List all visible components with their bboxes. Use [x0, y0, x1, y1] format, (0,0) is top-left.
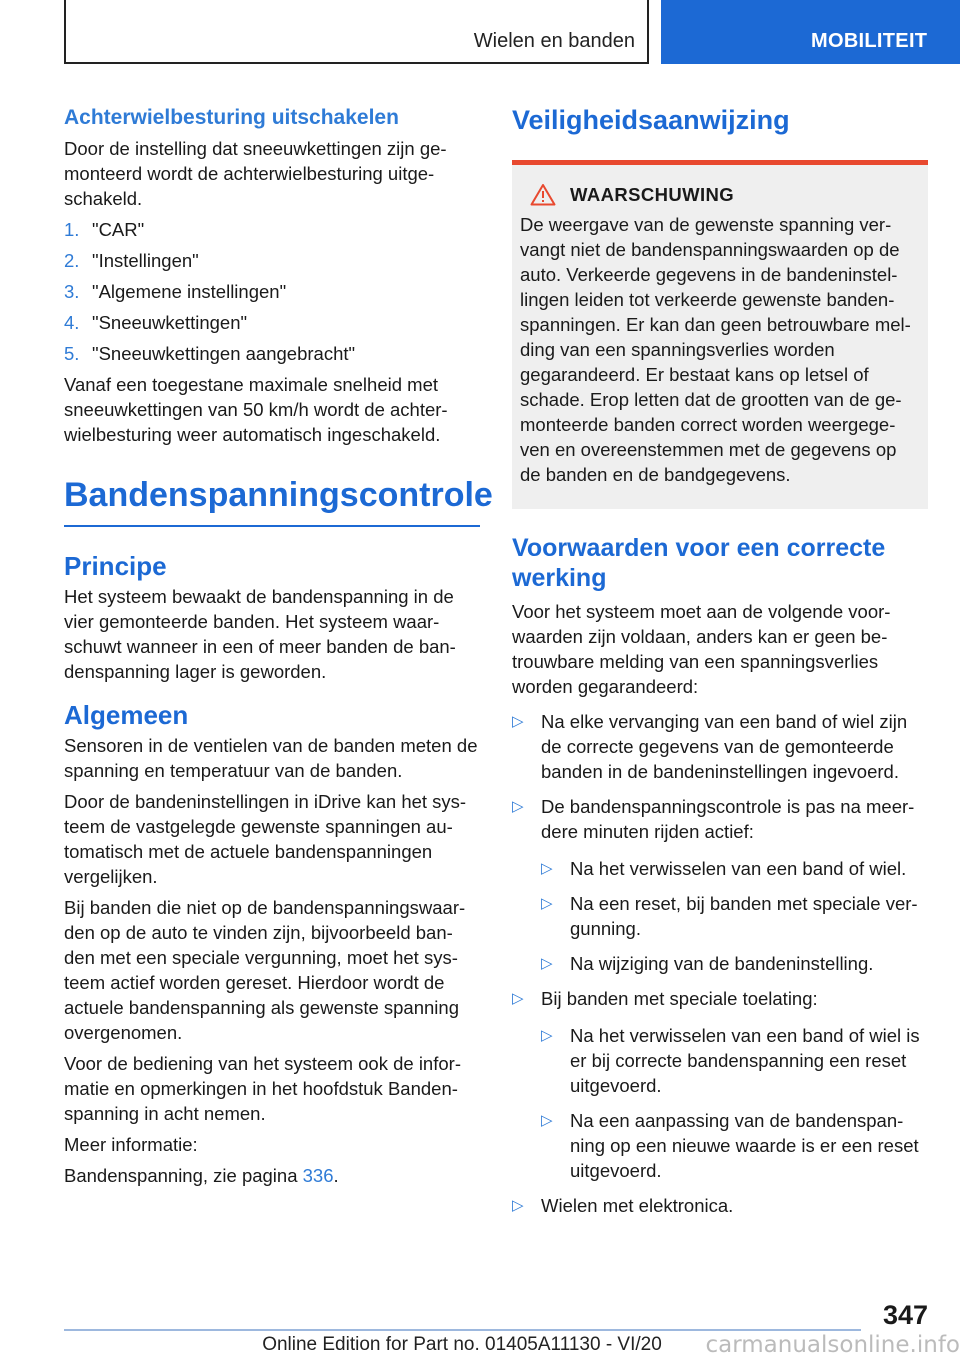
paragraph-reset: Bij banden die niet op de bandenspanningswaar-den op de auto te vinden zijn, bijvoorbeeld ban-den met een speciale vergunning, moet het sys-teem actief worden gereset. Hierdoor wordt de actuele bandenspanning als gewenste spanning overgenomen. [64, 897, 466, 1043]
paragraph-conditions: Voor het systeem moet aan de volgende voor-waarden zijn voldaan, anders kan er geen be-trouwbare melding van een spanningsverlies worden gegarandeerd: [512, 601, 891, 697]
bullet-icon: ▷ [541, 1027, 553, 1044]
warning-text: De weergave van de gewenste spanning ver-vangt niet de bandenspanningswaarden op de auto. Verkeerde gegevens in de bandeninstel-lingen leiden tot verkeerde gewenste banden-spanningen. Er kan dan geen betrouwbare mel-ding van een spanningsverlies worden gegarandeerd. Er bestaat kans op letsel of schade. Erop letten dat de grootten van de ge-monteerde banden correct worden weergege-ven en overeenstemmen met de gegevens op de banden en de bandgegevens. [520, 214, 911, 485]
paragraph-more-info: Meer informatie: [64, 1134, 198, 1155]
header-section-box [64, 0, 649, 64]
right-column [512, 104, 928, 1228]
sub-list-item: ▷ Na een reset, bij banden met speciale ver-gunning. [541, 893, 918, 939]
page-link[interactable]: 336 [302, 1165, 334, 1186]
footer-edition: Online Edition for Part no. 01405A11130 - VI/20 [262, 1334, 662, 1355]
footer-rule [64, 1329, 861, 1331]
warning-box [512, 160, 928, 509]
heading-rule [64, 525, 480, 527]
chapter-tab [661, 0, 960, 64]
list-item: ▷ Wielen met elektronica. [512, 1195, 734, 1216]
step-item: 5. "Sneeuwkettingen aangebracht" [64, 343, 356, 364]
watermark: carmanualsonline.info [705, 1332, 960, 1358]
list-item: ▷ Na elke vervanging van een band of wiel zijn de correcte gegevens van de gemonteerde banden in de bandeninstellingen ingevoerd. [512, 711, 908, 782]
heading-rear-steering: Achterwielbesturing uitschakelen [64, 106, 399, 129]
sub-list [541, 856, 928, 976]
list-item: ▷ Bij banden met speciale toelating: ▷ Na het verwisselen van een band of wiel is er bij correcte bandenspanning een reset uitgevoerd. ▷ Na een aanpassing van de bandenspan-ning op een nieuwe waarde is er een reset uitgevoerd. [512, 986, 928, 1183]
bullet-icon: ▷ [541, 860, 553, 877]
sub-list [541, 1023, 928, 1183]
sub-list-item: ▷ Na een aanpassing van de bandenspan-ning op een nieuwe waarde is er een reset uitgevoerd. [541, 1110, 919, 1181]
bullet-icon: ▷ [541, 1112, 553, 1129]
steps-list [64, 217, 480, 366]
section-title: Wielen en banden [473, 30, 635, 52]
paragraph-sensors: Sensoren in de ventielen van de banden meten de spanning en temperatuur van de banden. [64, 735, 478, 781]
sub-list-item: ▷ Na het verwisselen van een band of wiel is er bij correcte bandenspanning een reset uitgevoerd. [541, 1025, 920, 1096]
paragraph-speed: Vanaf een toegestane maximale snelheid met sneeuwkettingen van 50 km/h wordt de achter-wielbesturing weer automatisch ingeschakeld. [64, 374, 448, 445]
heading-algemeen: Algemeen [64, 700, 189, 730]
heading-safety: Veiligheidsaanwijzing [512, 105, 790, 135]
step-item: 1. "CAR" [64, 219, 145, 240]
paragraph-operation: Voor de bediening van het systeem ook de infor-matie en opmerkingen in het hoofdstuk Banden-spanning in acht nemen. [64, 1053, 461, 1124]
paragraph-principe: Het systeem bewaakt de bandenspanning in de vier gemonteerde banden. Het systeem waar-schuwt wanneer in een of meer banden de ban-denspanning lager is geworden. [64, 586, 456, 682]
paragraph-reference: Bandenspanning, zie pagina 336. [64, 1165, 339, 1186]
bullet-icon: ▷ [512, 713, 524, 730]
bullet-icon: ▷ [512, 990, 524, 1007]
step-item: 4. "Sneeuwkettingen" [64, 312, 248, 333]
warning-label: WAARSCHUWING [570, 183, 735, 205]
paragraph-rear-steering: Door de instelling dat sneeuwkettingen zijn ge-monteerd wordt de achterwielbesturing uitge-schakeld. [64, 138, 447, 209]
left-column [64, 104, 493, 1194]
sub-list-item: ▷ Na wijziging van de bandeninstelling. [541, 953, 874, 974]
list-item: ▷ De bandenspanningscontrole is pas na meer-dere minuten rijden actief: ▷ Na het verwisselen van een band of wiel. ▷ Na een reset, bij banden met speciale ver-gunning. ▷ Na wijziging van de bandeninstelling. [512, 794, 928, 976]
sub-list-item: ▷ Na het verwisselen van een band of wiel. [541, 858, 907, 879]
step-item: 3. "Algemene instellingen" [64, 281, 287, 302]
page-number: 347 [882, 1300, 928, 1330]
bullet-icon: ▷ [541, 895, 553, 912]
paragraph-idrive: Door de bandeninstellingen in iDrive kan het sys-teem de vastgelegde gewenste spanningen au-tomatisch met de actuele bandenspanningen vergelijken. [64, 791, 467, 887]
heading-tpms: Bandenspanningscontrole [64, 476, 493, 514]
bullet-icon: ▷ [512, 798, 524, 815]
conditions-list [512, 709, 928, 1218]
bullet-icon: ▷ [541, 955, 553, 972]
heading-principe: Principe [64, 551, 167, 581]
warning-header [530, 183, 922, 206]
warning-triangle-icon [530, 183, 556, 206]
bullet-icon: ▷ [512, 1197, 524, 1214]
step-item: 2. "Instellingen" [64, 250, 199, 271]
heading-conditions: Voorwaarden voor een correcte werking [512, 534, 886, 592]
chapter-tab-label: MOBILITEIT [811, 30, 928, 52]
